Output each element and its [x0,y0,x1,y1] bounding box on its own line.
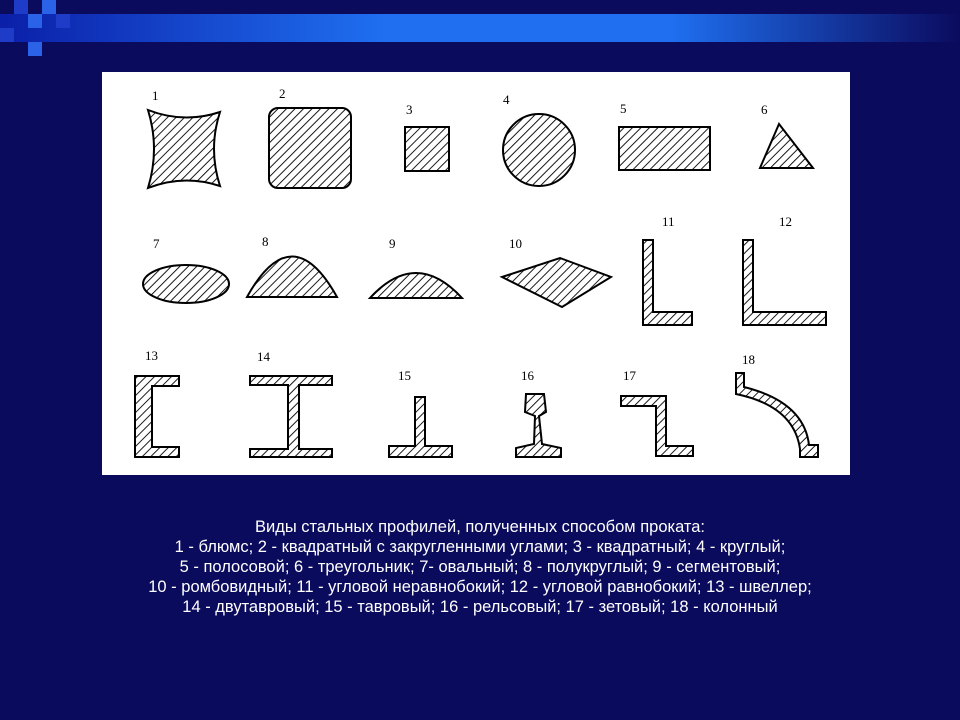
profile-14-i-beam [250,376,332,457]
profile-label: 12 [779,214,792,229]
decor-square [28,14,42,28]
caption-title: Виды стальных профилей, полученных способом проката: [254,518,706,536]
profile-15-tee [389,397,452,457]
caption-line: 5 - полосовой; 6 - треугольник; 7- овальный; 8 - полукруглый; 9 - сегментовый; [179,558,781,576]
profile-label: 11 [662,214,675,229]
decor-square [42,0,56,14]
caption-line: 1 - блюмс; 2 - квадратный с закругленными углами; 3 - квадратный; 4 - круглый; [174,538,786,556]
profile-3-square [405,127,449,171]
profile-9-segment [370,273,462,298]
profile-label: 3 [406,102,413,117]
profile-11-unequal-angle [643,240,692,325]
steel-profiles-figure [102,72,850,475]
decor-square [0,28,14,42]
profile-12-equal-angle [743,240,826,325]
decor-square [14,0,28,14]
profile-13-channel [135,376,179,457]
profile-7-oval [143,265,229,303]
profile-18-column [736,373,818,457]
decor-square [28,42,42,56]
title-decor-bar [0,14,960,42]
profile-label: 18 [742,352,755,367]
profile-label: 17 [623,368,636,383]
profile-16-rail [516,394,561,457]
profile-label: 10 [509,236,522,251]
profile-10-rhombus [502,258,611,307]
profile-5-strip [619,127,710,170]
profile-label: 7 [153,236,160,251]
profile-label: 14 [257,349,270,364]
profile-label: 4 [503,92,510,107]
decor-square [56,14,70,28]
profile-label: 1 [152,88,159,103]
profile-label: 13 [145,348,158,363]
profile-6-triangle [760,124,813,168]
profile-label: 9 [389,236,396,251]
profile-label: 5 [620,101,627,116]
profile-17-z-section [621,396,693,456]
profile-label: 8 [262,234,269,249]
profile-1-blooms [148,110,220,188]
caption-line: 14 - двутавровый; 15 - тавровый; 16 - рельсовый; 17 - зетовый; 18 - колонный [182,598,778,616]
caption-line: 10 - ромбовидный; 11 - угловой неравнобокий; 12 - угловой равнобокий; 13 - швеллер; [148,578,812,596]
figure-caption [60,517,900,617]
profile-2-rounded-square [269,108,351,188]
profile-label: 6 [761,102,768,117]
profile-label: 15 [398,368,411,383]
profile-8-semicircle [247,257,337,298]
profile-label: 16 [521,368,534,383]
profile-4-round [503,114,575,186]
profile-label: 2 [279,86,286,101]
